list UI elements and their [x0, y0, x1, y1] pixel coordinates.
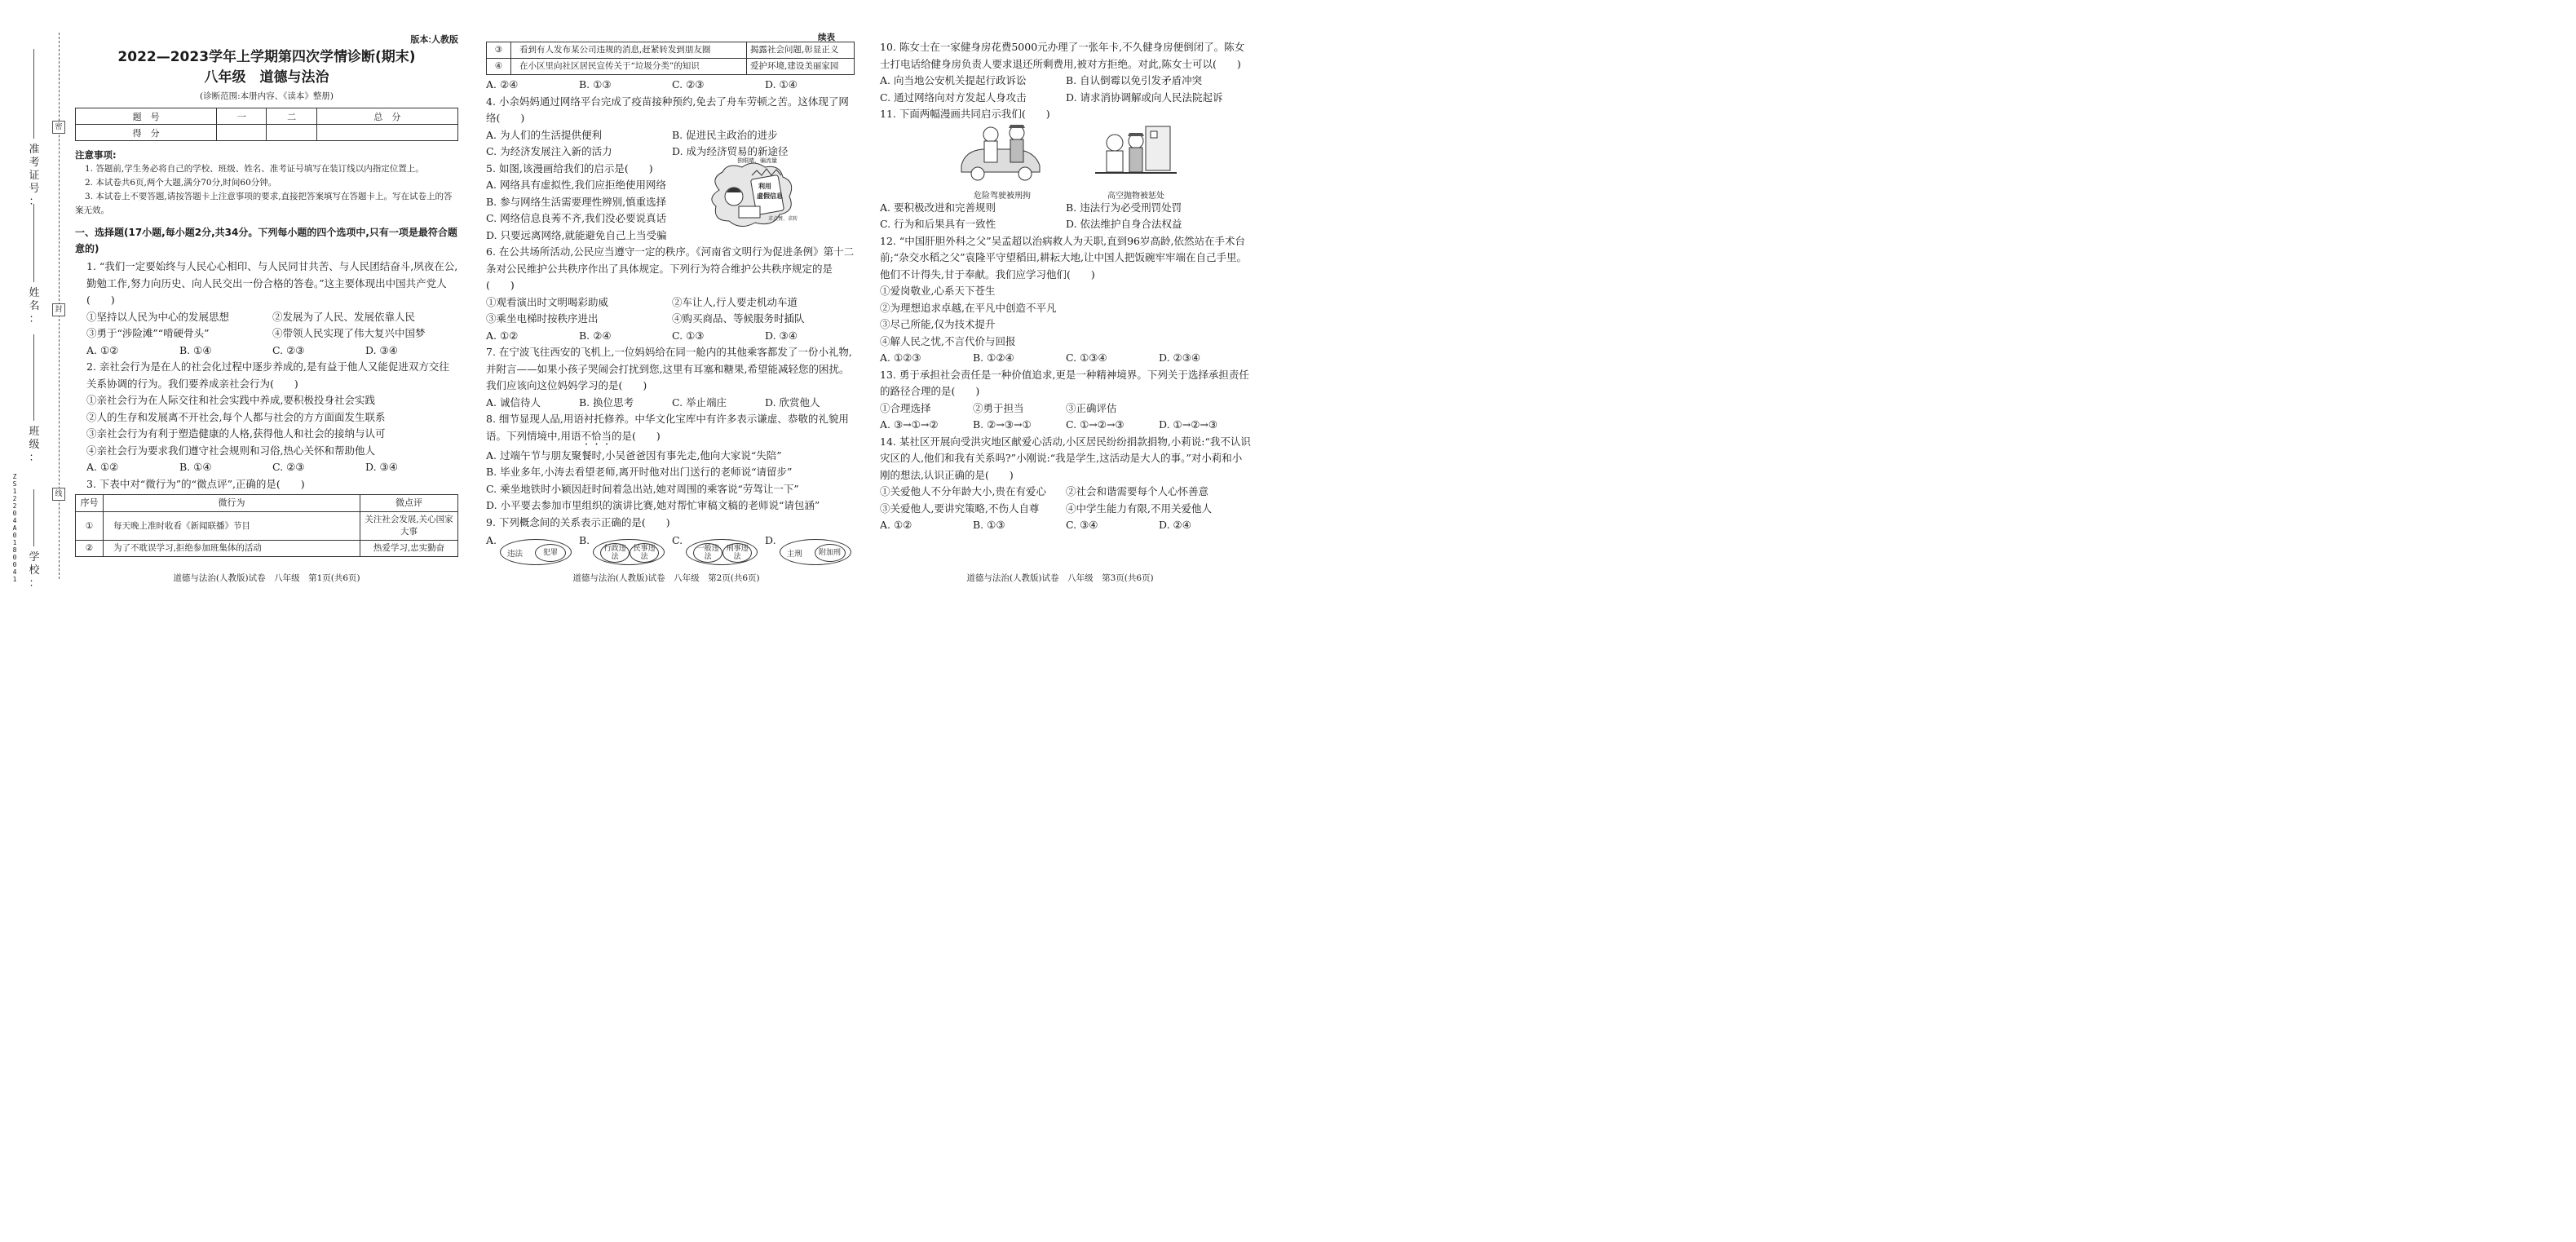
option[interactable]: A. 要积极改进和完善规则 — [880, 201, 996, 214]
table-header: 微点评 — [360, 495, 458, 512]
option[interactable]: B. ①③ — [973, 519, 1005, 531]
page-3 — [868, 0, 1252, 615]
score-table — [75, 108, 458, 141]
question-stem: 14. 某社区开展向受洪灾地区献爱心活动,小区居民纷纷捐款捐物,小莉说:“我不认识灾区的人,他们和我有关系吗?”小刚说:“我是学生,这活动是大人的事。”对小莉和小刚的想法,认识正确的是( ) — [880, 435, 1251, 481]
statement: ③关爱他人,要讲究策略,不伤人自尊 — [880, 502, 1040, 515]
option[interactable]: C. ②③ — [272, 461, 305, 473]
option[interactable]: A. ②④ — [486, 78, 519, 91]
question-2 — [75, 359, 458, 476]
option[interactable]: A. 为人们的生活提供便利 — [486, 128, 602, 141]
question-12 — [868, 233, 1252, 367]
option-d[interactable] — [765, 533, 858, 565]
option[interactable]: B. 参与网络生活需要理性辨别,慎重选择 — [486, 195, 667, 208]
statement: ①观看演出时文明喝彩助威 — [486, 295, 609, 308]
option[interactable]: D. 依法维护自身合法权益 — [1066, 218, 1182, 230]
exam-subtitle: 八年级 道德与法治 — [204, 69, 329, 86]
venn-label: 刑事违法 — [722, 543, 752, 563]
venn-label: 主刑 — [786, 550, 802, 559]
continued-label: 续表 — [818, 33, 835, 42]
option[interactable]: B. 毕业多年,小涛去看望老师,离开时他对出门送行的老师说“请留步” — [486, 466, 793, 478]
option[interactable]: B. ②→③→① — [973, 418, 1032, 431]
option[interactable]: C. ③④ — [1066, 519, 1098, 531]
comic-2 — [1095, 123, 1177, 200]
option[interactable]: C. 行为和后果具有一致性 — [880, 218, 996, 230]
statement: ①合理选择 — [880, 401, 931, 414]
page-1 — [75, 0, 458, 615]
page-footer: 道德与法治(人教版)试卷 八年级 第1页(共6页) — [173, 573, 360, 583]
option-letter: B. — [579, 534, 590, 546]
statement: ②勇于担当 — [973, 401, 1024, 414]
table-cell: 每天晚上准时收看《新闻联播》节目 — [104, 512, 360, 541]
statement: ②社会和谐需要每个人心怀善意 — [1066, 485, 1209, 497]
question-3-table — [75, 494, 458, 557]
exam-number-label: 准 考 证 号 ： — [29, 144, 40, 208]
venn-label: 一般违法 — [693, 543, 722, 563]
score-cell: 二 — [267, 108, 316, 125]
option[interactable]: B. ②④ — [579, 329, 612, 342]
page-2 — [475, 0, 858, 615]
question-4 — [475, 94, 858, 161]
statement: ④亲社会行为要求我们遵守社会规则和习俗,热心关怀和帮助他人 — [86, 444, 375, 457]
exam-scope: (诊断范围:本册内容、《读本》整册) — [200, 91, 334, 101]
class-label: 班 级 ： — [29, 426, 40, 464]
statement: ①关爱他人不分年龄大小,贵在有爱心 — [880, 485, 1046, 497]
edition-label: 版本:人教版 — [410, 35, 458, 45]
venn-diagram — [780, 539, 851, 565]
option[interactable]: C. 乘坐地铁时小颖因赶时间着急出站,她对周围的乘客说“劳驾让一下” — [486, 482, 799, 495]
option[interactable]: D. ③④ — [365, 461, 398, 473]
question-stem: 5. 如图,该漫画给我们的启示是( ) — [486, 161, 653, 175]
option[interactable]: A. 诚信待人 — [486, 396, 541, 409]
statement: ①亲社会行为在人际交往和社会实践中养成,要积极投身社会实践 — [86, 394, 375, 406]
question-stem: 3. 下表中对“微行为”的“微点评”,正确的是( ) — [86, 477, 305, 490]
statement: ②人的生存和发展离不开社会,每个人都与社会的方方面面发生联系 — [86, 410, 386, 423]
option[interactable]: D. ①→②→③ — [1159, 418, 1218, 431]
option[interactable]: B. ①④ — [179, 343, 212, 356]
option[interactable]: D. ②③④ — [1159, 351, 1201, 364]
question-3-table-continued — [486, 42, 855, 75]
binding-strip — [0, 0, 75, 615]
option-c[interactable] — [672, 533, 765, 565]
statement: ③乘坐电梯时按秩序进出 — [486, 312, 599, 325]
comic-caption: 危险驾驶被刑拘 — [974, 192, 1031, 201]
table-cell: 关注社会发展,关心国家大事 — [360, 512, 458, 541]
option[interactable]: D. 请求消协调解或向人民法院起诉 — [1066, 91, 1223, 104]
option[interactable]: C. 举止端庄 — [672, 396, 727, 409]
option-letter: C. — [672, 534, 683, 546]
venn-label: 行政违法 — [600, 543, 630, 563]
page-footer: 道德与法治(人教版)试卷 八年级 第3页(共6页) — [966, 573, 1154, 583]
option[interactable]: D. ②④ — [1159, 519, 1191, 531]
seal-mark: 封 — [52, 303, 65, 316]
class-line — [33, 334, 34, 421]
question-stem: 6. 在公共场所活动,公民应当遵守一定的秩序。《河南省文明行为促进条例》第十二条对公民维护公共秩序作出了具体规定。下列行为符合维护公共秩序规定的是( ) — [486, 245, 855, 291]
statement: ④购买商品、等候服务时插队 — [672, 312, 805, 325]
option-a[interactable] — [486, 533, 579, 565]
option[interactable]: A. ①②③ — [880, 351, 921, 364]
page-footer: 道德与法治(人教版)试卷 八年级 第2页(共6页) — [572, 573, 760, 583]
seal-mark: 线 — [52, 488, 65, 501]
school-line — [33, 489, 34, 546]
question-5 — [475, 157, 858, 245]
question-13 — [868, 367, 1252, 434]
option[interactable]: C. ①→②→③ — [1066, 418, 1125, 431]
notice-title: 注意事项: — [75, 149, 117, 161]
option[interactable]: A. 网络具有虚拟性,我们应拒绝使用网络 — [486, 179, 666, 191]
option[interactable]: B. 换位思考 — [579, 396, 634, 409]
statement: ③正确评估 — [1066, 401, 1117, 414]
comic-row — [868, 123, 1252, 200]
cartoon-caption: 独眼睛、骗流量 — [737, 157, 777, 164]
cartoon-caption: 求点赞、求转 — [768, 215, 798, 222]
option[interactable]: C. ②③ — [272, 343, 305, 356]
score-cell[interactable] — [217, 125, 267, 141]
paper-code: Z S 1 2 2 0 4 A 0 1 8 0 0 4 1 — [12, 473, 17, 583]
table-cell: 揭露社会问题,彰显正义 — [747, 42, 855, 59]
venn-label: 违法 — [507, 550, 524, 559]
table-cell: 爱护环境,建设美丽家园 — [747, 59, 855, 75]
option[interactable]: D. ③④ — [765, 329, 798, 342]
table-header: 序号 — [76, 495, 104, 512]
option[interactable]: D. ①④ — [765, 78, 798, 91]
table-cell: ④ — [487, 59, 511, 75]
question-stem: 2. 亲社会行为是在人的社会化过程中逐步养成的,是有益于他人又能促进双方交往关系协调的行为。我们要养成亲社会行为( ) — [86, 360, 449, 390]
option-b[interactable] — [579, 533, 672, 565]
option[interactable]: B. ①③ — [579, 78, 612, 91]
internet-cartoon — [705, 157, 802, 232]
cartoon-caption: 利用 — [758, 182, 771, 190]
notice-item: 1. 答题前,学生务必将自己的学校、班级、姓名、准考证号填写在装订线以内指定位置上。 — [85, 164, 424, 174]
emphasis-text: 不恰当 — [581, 429, 612, 442]
question-stem: 10. 陈女士在一家健身房花费5000元办理了一张年卡,不久健身房便倒闭了。陈女士打电话给健身房负责人要求退还所剩费用,被对方拒绝。对此,陈女士可以( ) — [880, 41, 1245, 70]
table-cell: 热爱学习,忠实勤奋 — [360, 541, 458, 557]
option[interactable]: A. 过端午节与朋友聚餐时,小吴爸爸因有事先走,他向大家说“失陪” — [486, 449, 782, 462]
option[interactable]: B. ①④ — [179, 461, 212, 473]
option[interactable]: A. ①② — [486, 329, 519, 342]
option[interactable]: A. ①② — [86, 343, 119, 356]
statement: ②车让人,行人要走机动车道 — [672, 295, 798, 308]
question-10 — [868, 39, 1252, 106]
score-cell: 得 分 — [76, 125, 217, 141]
option[interactable]: C. 网络信息良莠不齐,我们没必要说真话 — [486, 212, 667, 224]
table-header: 微行为 — [104, 495, 360, 512]
statement: ④带领人民实现了伟大复兴中国梦 — [272, 327, 426, 339]
option[interactable]: C. 通过网络向对方发起人身攻击 — [880, 91, 1027, 104]
option[interactable]: D. 成为经济贸易的新途径 — [672, 145, 789, 157]
option[interactable]: B. 违法行为必受刑罚处罚 — [1066, 201, 1182, 214]
option[interactable]: D. ③④ — [365, 343, 398, 356]
comic-falling-object — [1095, 123, 1177, 183]
question-stem: 11. 下面两幅漫画共同启示我们( ) — [880, 108, 1050, 120]
question-6 — [475, 244, 858, 344]
option[interactable]: A. ③→①→② — [880, 418, 939, 431]
score-cell[interactable] — [316, 125, 457, 141]
seal-mark: 密 — [52, 121, 65, 134]
option[interactable]: A. ①② — [86, 461, 119, 473]
venn-label: 犯罪 — [535, 544, 566, 562]
table-cell: 看到有人发布某公司违规的消息,赶紧转发到朋友圈 — [511, 42, 747, 59]
comic-drunk-driving — [958, 123, 1046, 183]
statement: ②发展为了人民、发展依靠人民 — [272, 310, 416, 323]
question-3 — [75, 476, 458, 558]
table-cell: ③ — [487, 42, 511, 59]
option-letter: A. — [486, 534, 497, 546]
table-cell: 在小区里向社区居民宣传关于“垃圾分类”的知识 — [511, 59, 747, 75]
score-cell: 总 分 — [316, 108, 457, 125]
option[interactable]: A. ①② — [880, 519, 912, 531]
question-11 — [868, 106, 1252, 233]
statement: ③勇于“涉险滩”“啃硬骨头” — [86, 327, 210, 339]
name-line — [33, 204, 34, 282]
option[interactable]: B. 自认倒霉以免引发矛盾冲突 — [1066, 74, 1203, 86]
notice-list — [75, 162, 458, 218]
option[interactable]: C. 为经济发展注入新的活力 — [486, 145, 612, 157]
question-stem: 12. “中国肝胆外科之父”吴孟超以治病救人为天职,直到96岁高龄,依然站在手术台前;“杂交水稻之父”袁隆平守望稻田,耕耘大地,让中国人把饭碗牢牢端在自己手里。他们不计得失,甘于奉献。我们应学习他们( ) — [880, 234, 1247, 281]
score-cell[interactable] — [267, 125, 316, 141]
venn-diagram — [500, 539, 572, 565]
statement: ①坚持以人民为中心的发展思想 — [86, 310, 230, 323]
comic-1 — [958, 123, 1046, 200]
option[interactable]: B. 促进民主政治的进步 — [672, 128, 778, 141]
notice-item: 2. 本试卷共6页,两个大题,满分70分,时间60分钟。 — [85, 178, 277, 188]
option[interactable]: B. ①②④ — [973, 351, 1014, 364]
question-9 — [475, 515, 858, 566]
school-label: 学 校 ： — [29, 551, 40, 590]
question-14 — [868, 434, 1252, 534]
statement: ④中学生能力有限,不用关爱他人 — [1066, 502, 1212, 515]
venn-label: 附加刑 — [815, 544, 846, 562]
question-stem: 9. 下列概念间的关系表示正确的是( ) — [486, 515, 670, 528]
cartoon-caption: 虚假信息 — [757, 192, 783, 200]
option[interactable]: C. ②③ — [672, 78, 705, 91]
venn-label: 民事违法 — [630, 543, 659, 563]
score-cell: 题 号 — [76, 108, 217, 125]
question-7 — [475, 344, 858, 411]
statement: ②为理想追求卓越,在平凡中创造不平凡 — [880, 301, 1057, 314]
statement: ③亲社会行为有利于塑造健康的人格,获得他人和社会的接纳与认可 — [86, 427, 386, 440]
comic-caption: 高空抛物被惩处 — [1107, 192, 1164, 201]
name-label: 姓 名 ： — [29, 287, 40, 325]
table-cell: 为了不耽误学习,拒绝参加班集体的活动 — [104, 541, 360, 557]
statement: ①爱岗敬业,心系天下苍生 — [880, 285, 996, 297]
question-8 — [475, 411, 858, 515]
venn-diagram — [593, 539, 665, 565]
option-letter: D. — [765, 534, 776, 546]
question-stem — [475, 411, 858, 448]
option[interactable]: D. 小平要去参加市里组织的演讲比赛,她对帮忙审稿文稿的老师说“请包涵” — [486, 499, 820, 511]
question-1 — [75, 259, 458, 359]
table-cell: ① — [76, 512, 104, 541]
question-stem: 13. 勇于承担社会责任是一种价值追求,更是一种精神境界。下列关于选择承担责任的路径合理的是( ) — [880, 368, 1249, 397]
statement: ③尽己所能,仅为技术提升 — [880, 318, 996, 330]
option[interactable]: C. ①③④ — [1066, 351, 1107, 364]
stem-text: 8. 细节显现人品,用语衬托修养。中华文化宝库中有许多表示谦虚、恭敬的礼貌用语。下列情境中,用语 — [486, 413, 849, 442]
question-stem: 7. 在宁波飞往西安的飞机上,一位妈妈给在同一舱内的其他乘客都发了一份小礼物,并附言——如果小孩子哭闹会打扰到您,这里有耳塞和糖果,希望能减轻您的困扰。我们应该向这位妈妈学习的是( ) — [486, 346, 852, 391]
option[interactable]: C. ①③ — [672, 329, 705, 342]
notice-item: 3. 本试卷上不要答题,请按答题卡上注意事项的要求,直接把答案填写在答题卡上。写在试卷上的答案无效。 — [75, 192, 453, 215]
exam-number-line — [33, 49, 34, 139]
venn-diagram — [686, 539, 758, 565]
question-stem: 1. “我们一定要始终与人民心心相印、与人民同甘共苦、与人民团结奋斗,夙夜在公,勤勉工作,努力向历史、向人民交出一份合格的答卷。”这主要体现出中国共产党人( ) — [86, 260, 458, 306]
table-cell: ② — [76, 541, 104, 557]
exam-title: 2022—2023学年上学期第四次学情诊断(期末) — [117, 49, 416, 65]
stem-text: 的是( ) — [612, 429, 661, 442]
option[interactable]: D. 只要远离网络,就能避免自己上当受骗 — [486, 228, 667, 241]
statement: ④解人民之忧,不言代价与回报 — [880, 334, 1016, 347]
question-stem: 4. 小余妈妈通过网络平台完成了疫苗接种预约,免去了舟车劳顿之苦。这体现了网络( ) — [486, 95, 849, 124]
option[interactable]: D. 欣赏他人 — [765, 396, 820, 409]
option[interactable]: A. 向当地公安机关提起行政诉讼 — [880, 74, 1027, 86]
section-heading: 一、选择题(17小题,每小题2分,共34分。下列每小题的四个选项中,只有一项是最符合题意的) — [75, 227, 457, 254]
score-cell: 一 — [217, 108, 267, 125]
